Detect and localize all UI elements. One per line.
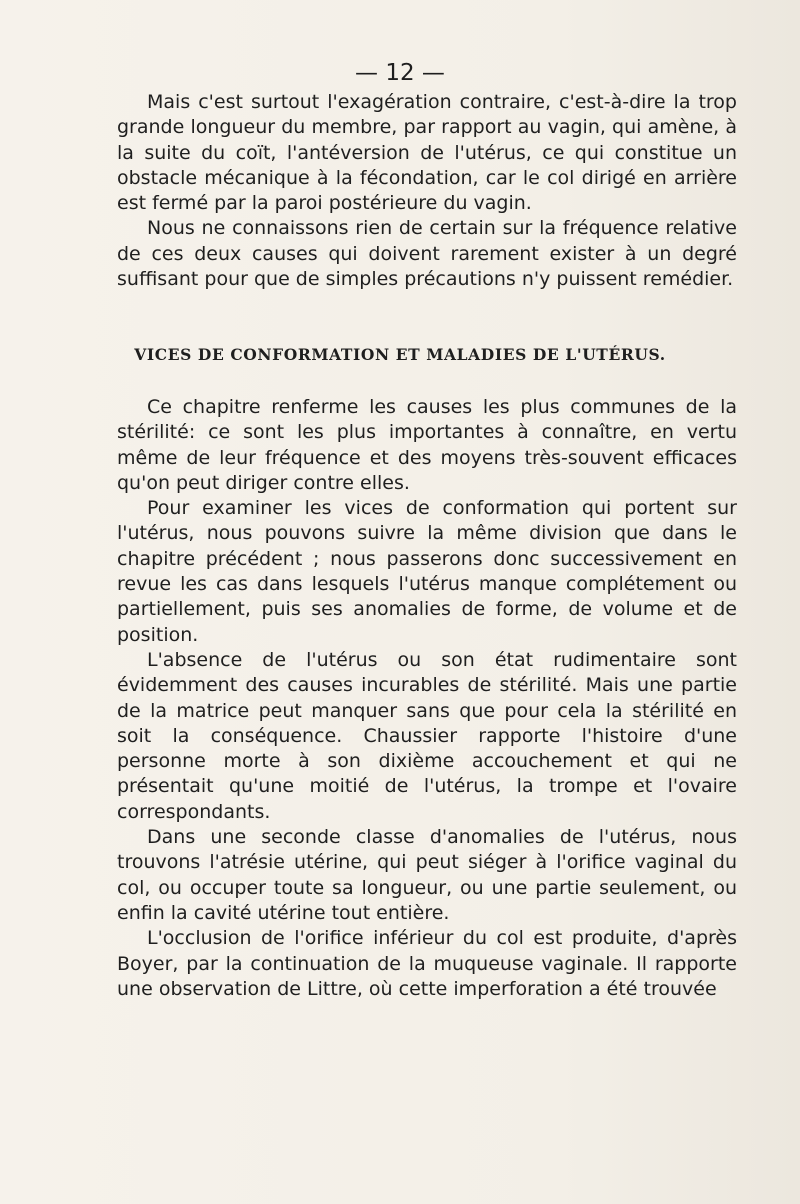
page-number: — 12 — [355, 60, 445, 86]
paragraph: Mais c'est surtout l'exagération contraire, c'est-à-dire la trop grande longueur du membre, par rapport au vagin, qui amène, à la suite du coït, l'antéversion de l'utérus, ce qui constitue un obstacle mécanique à la fécondation, car le col dirigé en arrière est fermé par la paroi postérieure du vagin. [117, 91, 737, 215]
paragraph: Dans une seconde classe d'anomalies de l'utérus, nous trouvons l'atrésie utérine, qui peut siéger à l'orifice vaginal du col, ou occuper toute sa longueur, ou une partie seulement, ou enfin la cavité utérine tout entière. [117, 826, 737, 924]
paragraph: Ce chapitre renferme les causes les plus communes de la stérilité: ce sont les plus importantes à connaître, en vertu même de leur fréquence et des moyens très-souvent efficaces qu'on peut diriger contre elles. [117, 396, 737, 494]
paragraph: L'absence de l'utérus ou son état rudimentaire sont évidemment des causes incurables de stérilité. Mais une partie de la matrice peut manquer sans que pour cela la stérilité en soit la conséquence. Chaussier rapporte l'histoire d'une personne morte à son dixième accouchement et qui ne présentait qu'une moitié de l'utérus, la trompe et l'ovaire correspondants. [117, 648, 737, 823]
text-block-top [117, 90, 737, 292]
text-block-bottom [117, 395, 737, 1002]
paragraph: Nous ne connaissons rien de certain sur la fréquence relative de ces deux causes qui doivent rarement exister à un degré suffisant pour que de simples précautions n'y puissent remédier. [117, 217, 737, 291]
paragraph: L'occlusion de l'orifice inférieur du col est produite, d'après Boyer, par la continuation de la muqueuse vaginale. Il rapporte une observation de Littre, où cette imperforation a été trouvée [117, 927, 737, 1000]
section-heading: VICES DE CONFORMATION ET MALADIES DE L'UTÉRUS. [134, 345, 666, 364]
paragraph: Pour examiner les vices de conformation qui portent sur l'utérus, nous pouvons suivre la même division que dans le chapitre précédent ; nous passerons donc successivement en revue les cas dans lesquels l'utérus manque complétement ou partiellement, puis ses anomalies de forme, de volume et de position. [117, 497, 737, 646]
